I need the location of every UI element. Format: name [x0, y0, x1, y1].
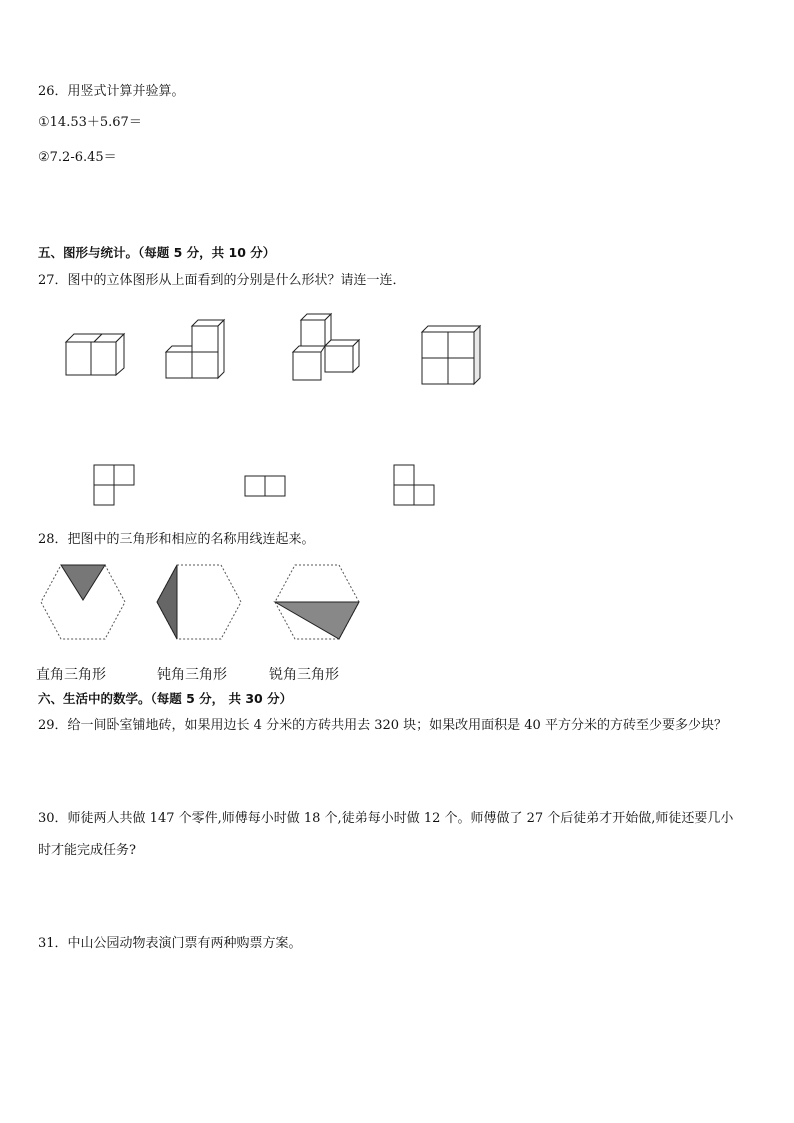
hexagon-obtuse-triangle	[154, 562, 244, 642]
section-6-heading: 六、生活中的数学。（每题 5 分， 共 30 分）	[38, 691, 293, 706]
q29-text: 29．给一间卧室铺地砖，如果用边长 4 分米的方砖共用去 320 块；如果改用面积是 40 平方分米的方砖至少要多少块？	[38, 718, 727, 733]
q26-item-2: ②7.2-6.45＝	[38, 150, 117, 165]
solid-b-figure	[162, 316, 228, 382]
top-view-1[interactable]	[92, 463, 138, 507]
top-view-3[interactable]	[392, 463, 438, 507]
q28-title: 28．把图中的三角形和相应的名称用线连起来。	[38, 532, 315, 547]
label-obtuse-triangle[interactable]: 钝角三角形	[157, 667, 227, 683]
top-view-2[interactable]	[243, 474, 287, 498]
hexagon-acute-triangle	[272, 562, 362, 642]
q30-line-2: 时才能完成任务?	[38, 843, 136, 858]
solid-d-figure	[420, 324, 484, 388]
q31-text: 31．中山公园动物表演门票有两种购票方案。	[38, 936, 302, 951]
label-right-triangle[interactable]: 直角三角形	[36, 667, 106, 683]
label-acute-triangle[interactable]: 锐角三角形	[269, 667, 339, 683]
q30-line-1: 30．师徒两人共做 147 个零件,师傅每小时做 18 个,徒弟每小时做 12 个。师傅做了 27 个后徒弟才开始做,师徒还要几小	[38, 811, 734, 826]
hexagon-right-triangle	[38, 562, 128, 642]
q26-title: 26．用竖式计算并验算。	[38, 84, 185, 99]
q26-item-1: ①14.53＋5.67＝	[38, 115, 142, 130]
q27-title: 27．图中的立体图形从上面看到的分别是什么形状？请连一连．	[38, 273, 406, 288]
solid-a-figure	[60, 330, 130, 380]
section-5-heading: 五、图形与统计。（每题 5 分，共 10 分）	[38, 245, 276, 260]
solid-c-figure	[289, 310, 365, 384]
